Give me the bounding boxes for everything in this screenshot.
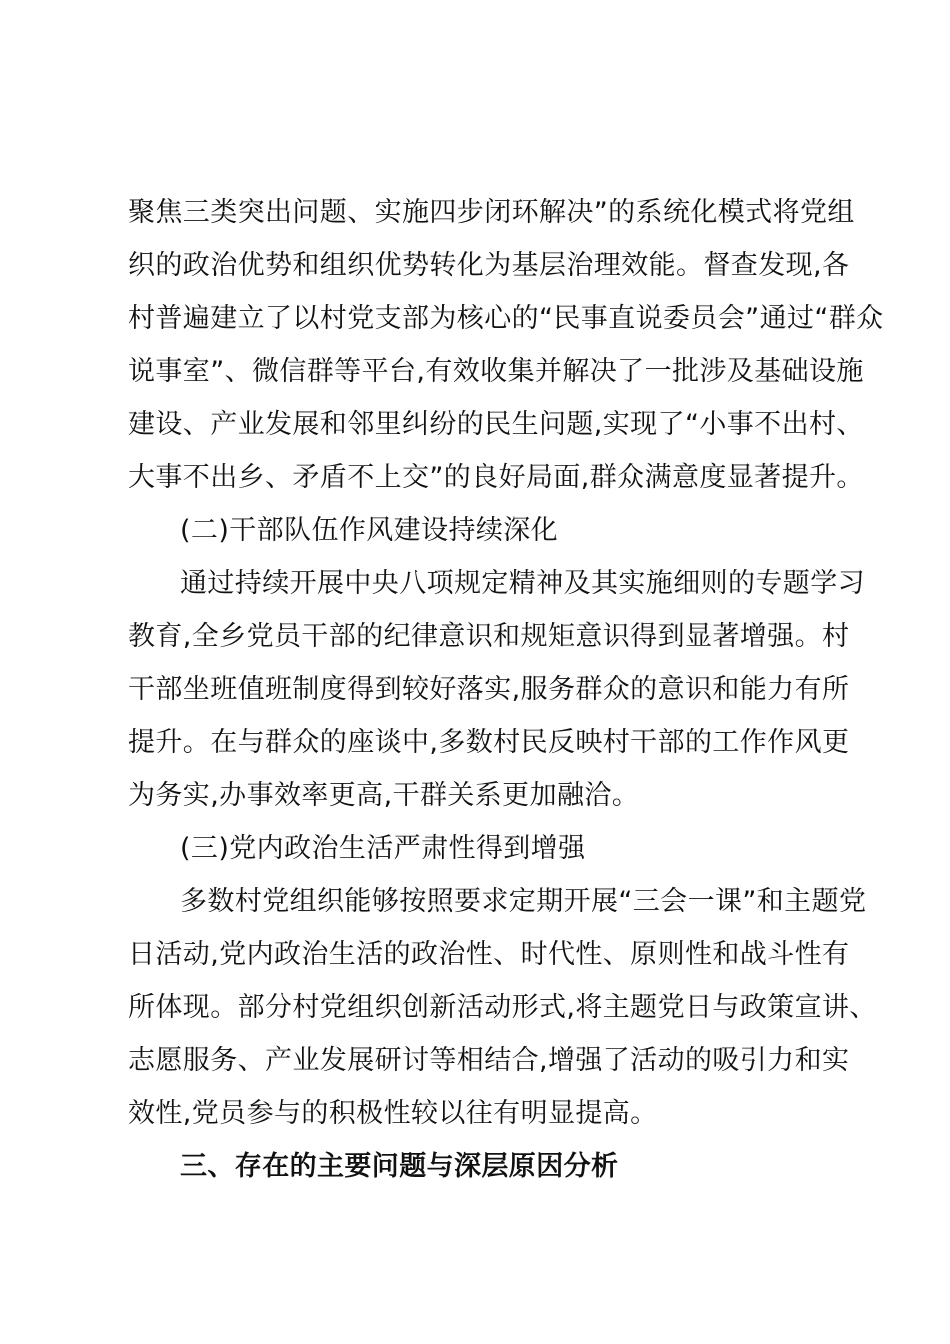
paragraph-2-line-1: 通过持续开展中央八项规定精神及其实施细则的专题学习 bbox=[180, 568, 865, 599]
paragraph-1-line-4: 说事室”、微信群等平台,有效收集并解决了一批涉及基础设施 bbox=[128, 356, 864, 387]
paragraph-3-line-1: 多数村党组织能够按照要求定期开展“三会一课”和主题党 bbox=[180, 886, 867, 917]
paragraph-3-line-2: 日活动,党内政治生活的政治性、时代性、原则性和战斗性有 bbox=[128, 939, 850, 970]
paragraph-3-line-5: 效性,党员参与的积极性较以往有明显提高。 bbox=[128, 1098, 658, 1129]
subheading-3: (三)党内政治生活严肃性得到增强 bbox=[180, 833, 586, 864]
paragraph-1-line-1: 聚焦三类突出问题、实施四步闭环解决”的系统化模式将党组 bbox=[128, 197, 855, 228]
paragraph-3-line-3: 所体现。部分村党组织创新活动形式,将主题党日与政策宣讲、 bbox=[128, 992, 877, 1023]
subheading-2: (二)干部队伍作风建设持续深化 bbox=[180, 515, 559, 546]
paragraph-1-line-5: 建设、产业发展和邻里纠纷的民生问题,实现了“小事不出村、 bbox=[128, 409, 864, 440]
paragraph-1-line-3: 村普遍建立了以村党支部为核心的“民事直说委员会”通过“群众 bbox=[128, 303, 884, 334]
paragraph-2-line-2: 教育,全乡党员干部的纪律意识和规矩意识得到显著增强。村 bbox=[128, 621, 850, 652]
section-heading: 三、存在的主要问题与深层原因分析 bbox=[180, 1151, 619, 1182]
paragraph-1-line-6: 大事不出乡、矛盾不上交”的良好局面,群众满意度显著提升。 bbox=[128, 462, 864, 493]
paragraph-1-line-2: 织的政治优势和组织优势转化为基层治理效能。督查发现,各 bbox=[128, 250, 850, 281]
paragraph-2-line-4: 提升。在与群众的座谈中,多数村民反映村干部的工作作风更 bbox=[128, 727, 850, 758]
paragraph-3-line-4: 志愿服务、产业发展研讨等相结合,增强了活动的吸引力和实 bbox=[128, 1045, 850, 1076]
paragraph-2-line-5: 为务实,办事效率更高,干群关系更加融洽。 bbox=[128, 780, 640, 811]
paragraph-2-line-3: 干部坐班值班制度得到较好落实,服务群众的意识和能力有所 bbox=[128, 674, 850, 705]
